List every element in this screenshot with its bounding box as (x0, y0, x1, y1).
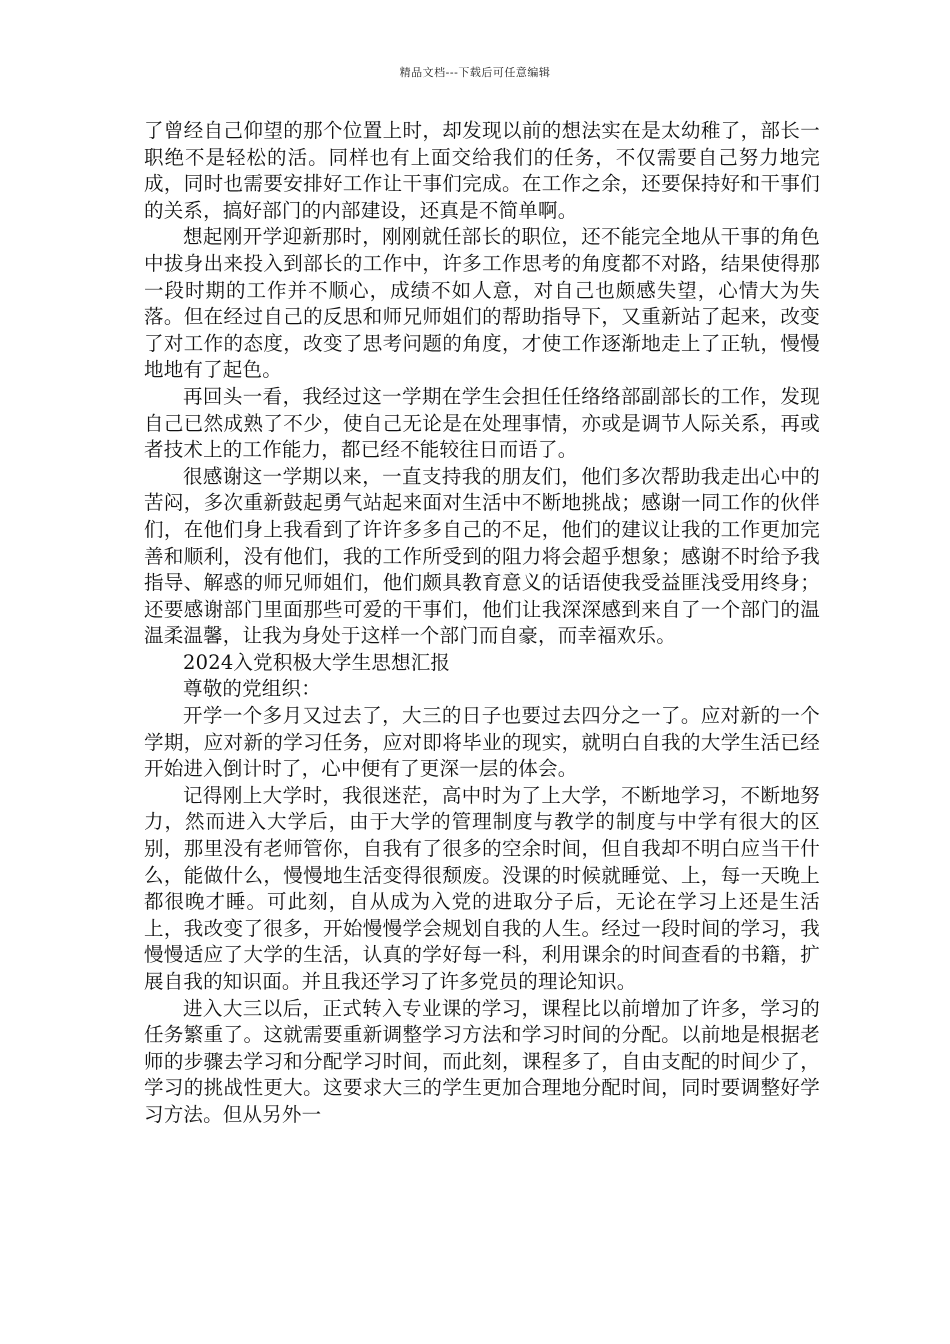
paragraph-2: 想起刚开学迎新那时，刚刚就任部长的职位，还不能完全地从干事的角色中拔身出来投入到部长的工作中，许多工作思考的角度都不对路，结果使得那一段时期的工作并不顺心，成绩不如人意，对自己也颇感失望，心情大为失落。但在经过自己的反思和师兄师姐们的帮助指导下，又重新站了起来，改变了对工作的态度，改变了思考问题的角度，才使工作逐渐地走上了正轨，慢慢地地有了起色。 (144, 225, 820, 382)
paragraph-9: 进入大三以后，正式转入专业课的学习，课程比以前增加了许多，学习的任务繁重了。这就需要重新调整学习方法和学习时间的分配。以前地是根据老师的步骤去学习和分配学习时间，而此刻，课程多了，自由支配的时间少了，学习的挑战性更大。这要求大三的学生更加合理地分配时间，同时要调整好学习方法。但从另外一 (144, 996, 820, 1126)
paragraph-3: 再回头一看，我经过这一学期在学生会担任任络络部副部长的工作，发现自己已然成熟了不少，使自己无论是在处理事情，亦或是调节人际关系，再或者技术上的工作能力，都已经不能较往日而语了。 (144, 384, 820, 462)
paragraph-7: 开学一个多月又过去了，大三的日子也要过去四分之一了。应对新的一个学期，应对新的学习任务，应对即将毕业的现实，就明白自我的大学生活已经开始进入倒计时了，心中便有了更深一层的体会。 (144, 704, 820, 781)
salutation: 尊敬的党组织： (183, 677, 321, 701)
paragraph-1: 了曾经自己仰望的那个位置上时，却发现以前的想法实在是太幼稚了，部长一职绝不是轻松的活。同样也有上面交给我们的任务，不仅需要自己努力地完成，同时也需要安排好工作让干事们完成。在工作之余，还要保持好和干事们的关系，搞好部门的内部建设，还真是不简单啊。 (144, 119, 820, 222)
document-body (144, 118, 820, 1129)
page-header-note: 精品文档---下载后可任意编辑 (399, 66, 551, 79)
report-title: 2024入党积极大学生思想汇报 (183, 650, 451, 674)
paragraph-8: 记得刚上大学时，我很迷茫，高中时为了上大学，不断地学习，不断地努力，然而进入大学后，由于大学的管理制度与教学的制度与中学有很大的区别，那里没有老师管你，自我有了很多的空余时间，但自我却不明白应当干什么，能做什么，慢慢地生活变得很颓废。没课的时候就睡觉、上，每一天晚上都很晚才睡。可此刻，自从成为入党的进取分子后，无论在学习上还是生活上，我改变了很多，开始慢慢学会规划自我的人生。经过一段时间的学习，我慢慢适应了大学的生活，认真的学好每一科，利用课余的时间查看的书籍，扩展自我的知识面。并且我还学习了许多党员的理论知识。 (144, 783, 820, 993)
paragraph-4: 很感谢这一学期以来，一直支持我的朋友们，他们多次帮助我走出心中的苦闷，多次重新鼓起勇气站起来面对生活中不断地挑战；感谢一同工作的伙伴们，在他们身上我看到了许许多多自己的不足，他们的建议让我的工作更加完善和顺利，没有他们，我的工作所受到的阻力将会超乎想象；感谢不时给予我指导、解惑的师兄师姐们，他们颇具教育意义的话语使我受益匪浅受用终身；还要感谢部门里面那些可爱的干事们，他们让我深深感到来自了一个部门的温温柔温馨，让我为身处于这样一个部门而自豪，而幸福欢乐。 (144, 464, 820, 648)
